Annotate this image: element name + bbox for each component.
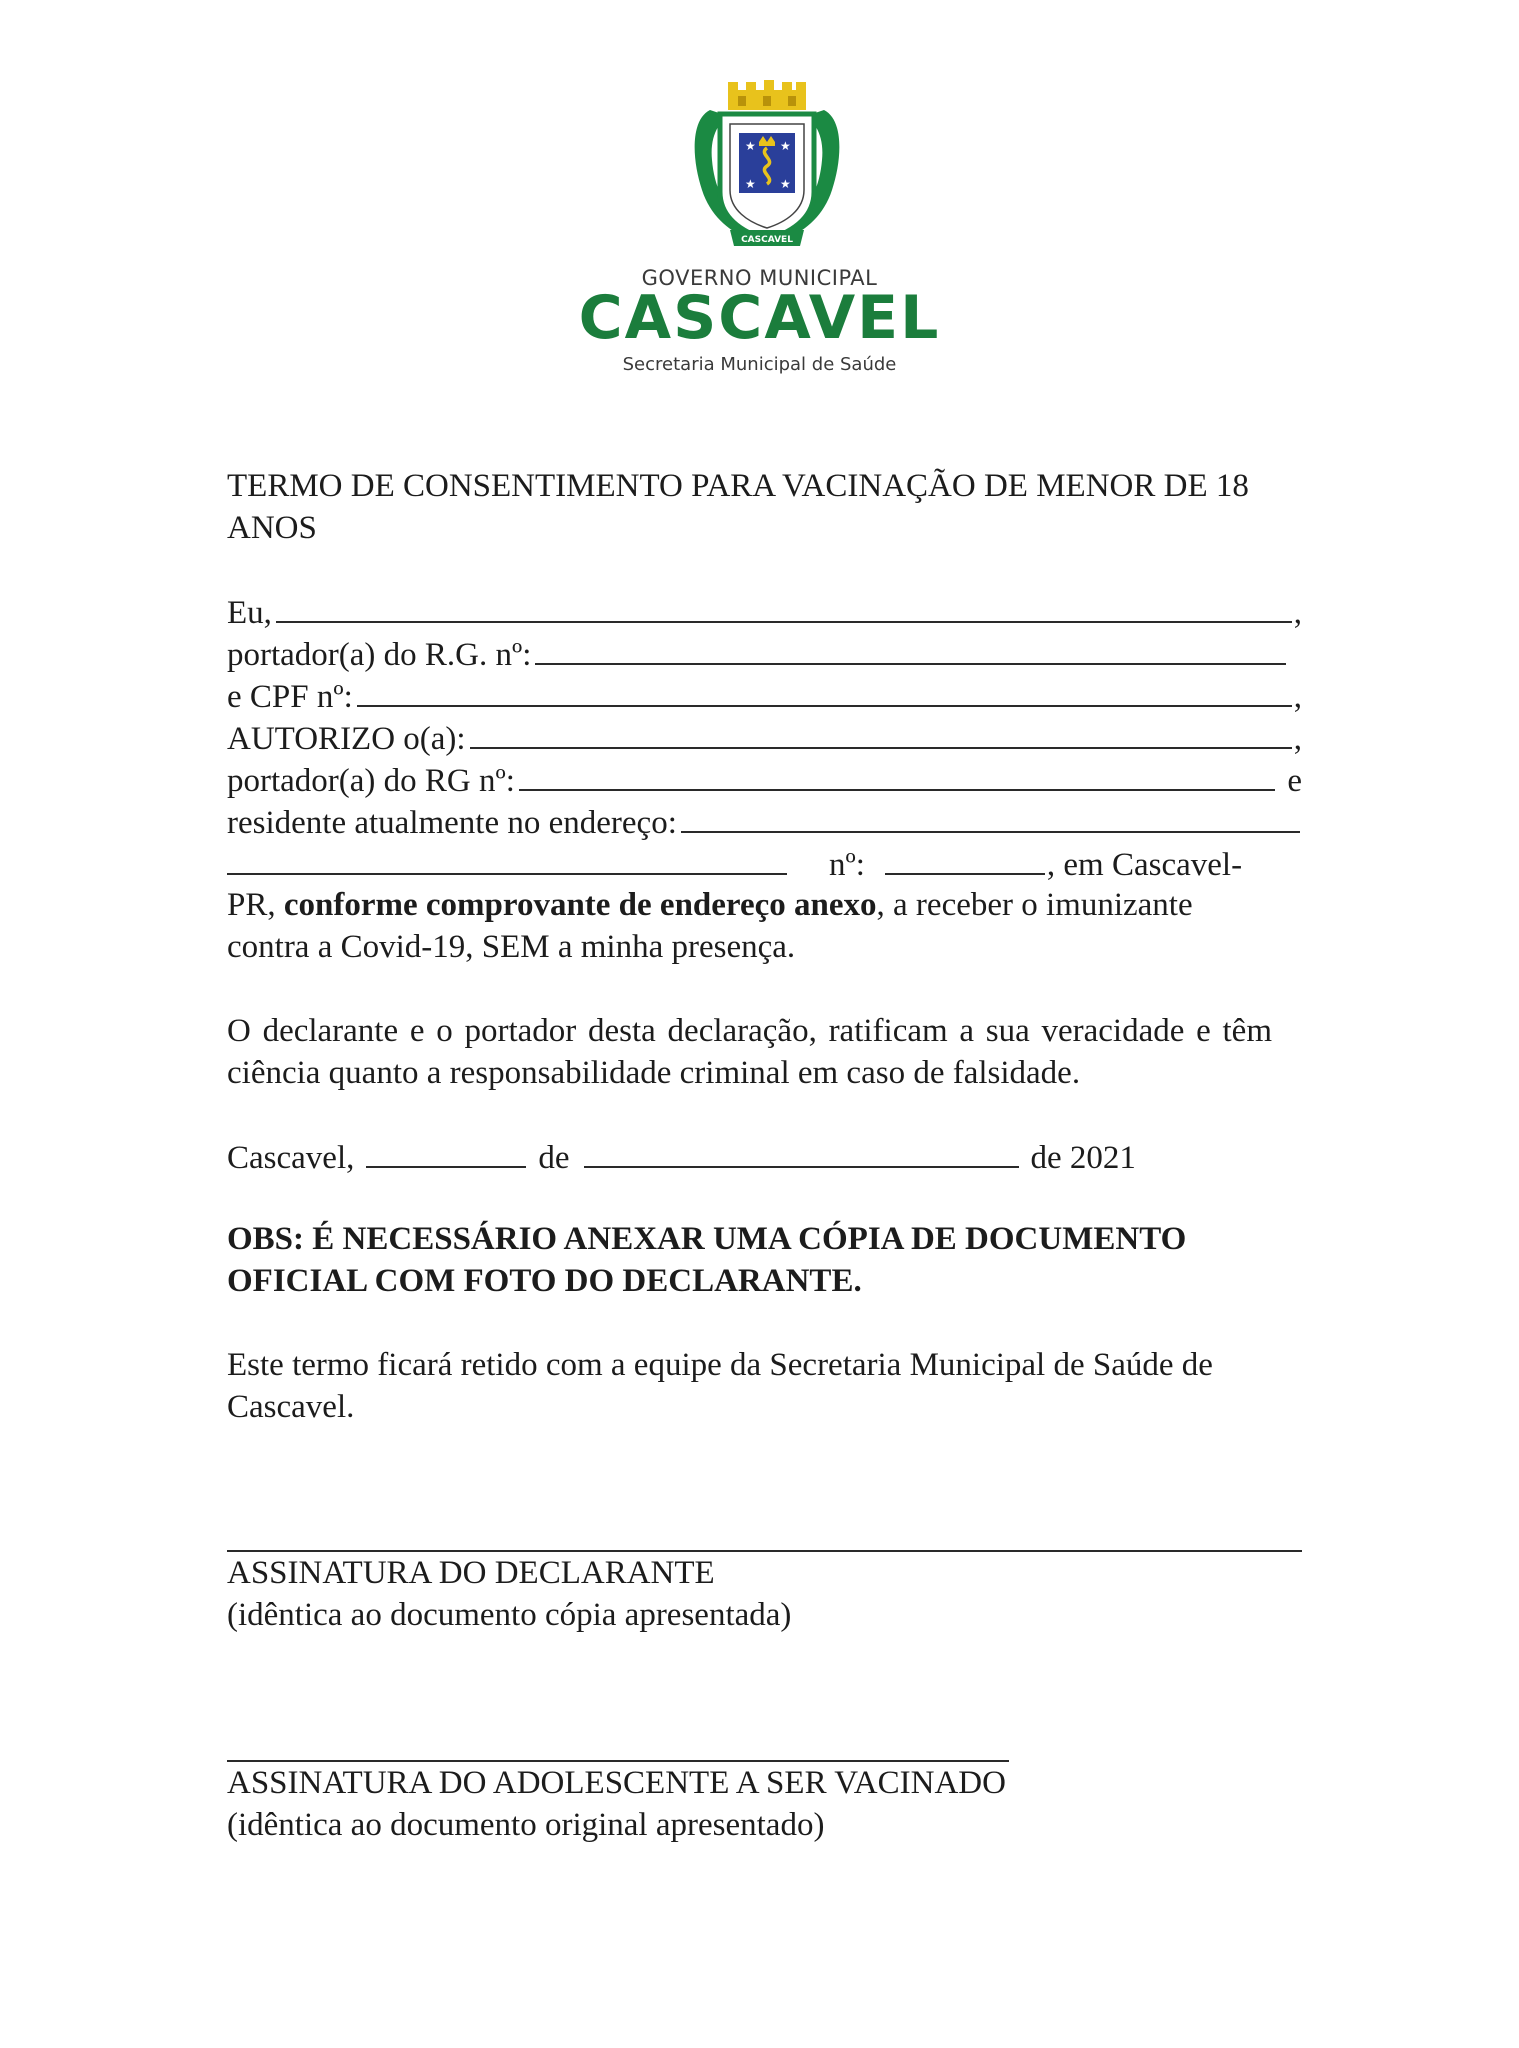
name-blank[interactable] — [276, 620, 1292, 623]
form-line-address — [227, 800, 1302, 842]
month-blank[interactable] — [584, 1165, 1019, 1168]
form-line-rg2: portador(a) do RG nº: e — [227, 763, 1302, 799]
rg2-label: portador(a) do RG nº: — [227, 763, 515, 799]
obs-notice: OBS: É NECESSÁRIO ANEXAR UMA CÓPIA DE DOCUMENTO OFICIAL COM FOTO DO DECLARANTE. — [227, 1221, 1187, 1299]
document-title: TERMO DE CONSENTIMENTO PARA VACINAÇÃO DE MENOR DE 18 ANOS — [227, 468, 1249, 546]
address-blank[interactable] — [681, 830, 1300, 833]
crest-banner-label: CASCAVEL — [741, 235, 793, 245]
svg-text:★: ★ — [780, 139, 791, 153]
form-line-pr: PR, conforme comprovante de endereço anexo, a receber o imunizante — [227, 887, 1193, 923]
svg-text:★: ★ — [780, 177, 791, 191]
date-city: Cascavel, — [227, 1140, 355, 1176]
form-line-rg — [227, 632, 1302, 674]
declaration-paragraph: O declarante e o portador desta declaração, ratificam a sua veracidade e têm ciência quanto a responsabilidade criminal em caso de falsidade. — [227, 1013, 1272, 1091]
numero-label: nº: — [829, 847, 865, 883]
form-line-final: contra a Covid-19, SEM a minha presença. — [227, 929, 796, 965]
signature-adolescente-note: (idêntica ao documento original apresentado) — [227, 1807, 825, 1843]
signature-declarante-note: (idêntica ao documento cópia apresentada) — [227, 1597, 792, 1633]
retention-note: Este termo ficará retido com a equipe da Secretaria Municipal de Saúde de Cascavel. — [227, 1347, 1213, 1425]
form-line-cpf: e CPF nº: , — [227, 679, 1302, 715]
rg-blank[interactable] — [535, 662, 1286, 665]
city-suffix: , em Cascavel- — [1046, 847, 1243, 883]
autorizo-label: AUTORIZO o(a): — [227, 721, 466, 757]
numero-blank[interactable] — [885, 872, 1045, 875]
form-line-address-cont — [227, 842, 1302, 884]
cascavel-coat-of-arms-logo — [688, 80, 846, 255]
address-label: residente atualmente no endereço: — [227, 805, 677, 841]
minor-rg-blank[interactable] — [519, 788, 1275, 791]
bold-phrase: conforme comprovante de endereço anexo — [283, 887, 877, 923]
svg-text:★: ★ — [745, 177, 756, 191]
signature-declarante-label: ASSINATURA DO DECLARANTE — [227, 1555, 715, 1591]
signature-adolescente-label: ASSINATURA DO ADOLESCENTE A SER VACINADO — [227, 1765, 1006, 1801]
city-name-logo: CASCAVEL — [578, 283, 941, 353]
form-line-name: Eu, , — [227, 595, 1302, 631]
department-label: Secretaria Municipal de Saúde — [622, 354, 897, 375]
eu-label: Eu, — [227, 595, 272, 631]
cpf-blank[interactable] — [357, 704, 1292, 707]
government-label: GOVERNO MUNICIPAL — [641, 266, 878, 290]
form-line-autorizo: AUTORIZO o(a): , — [227, 721, 1302, 757]
rg-label: portador(a) do R.G. nº: — [227, 637, 532, 673]
svg-text:★: ★ — [745, 139, 756, 153]
day-blank[interactable] — [366, 1165, 526, 1168]
address-blank-cont[interactable] — [227, 872, 787, 875]
date-line: Cascavel, de de 2021 — [227, 1140, 1136, 1176]
cpf-label: e CPF nº: — [227, 679, 353, 715]
minor-name-blank[interactable] — [470, 746, 1292, 749]
